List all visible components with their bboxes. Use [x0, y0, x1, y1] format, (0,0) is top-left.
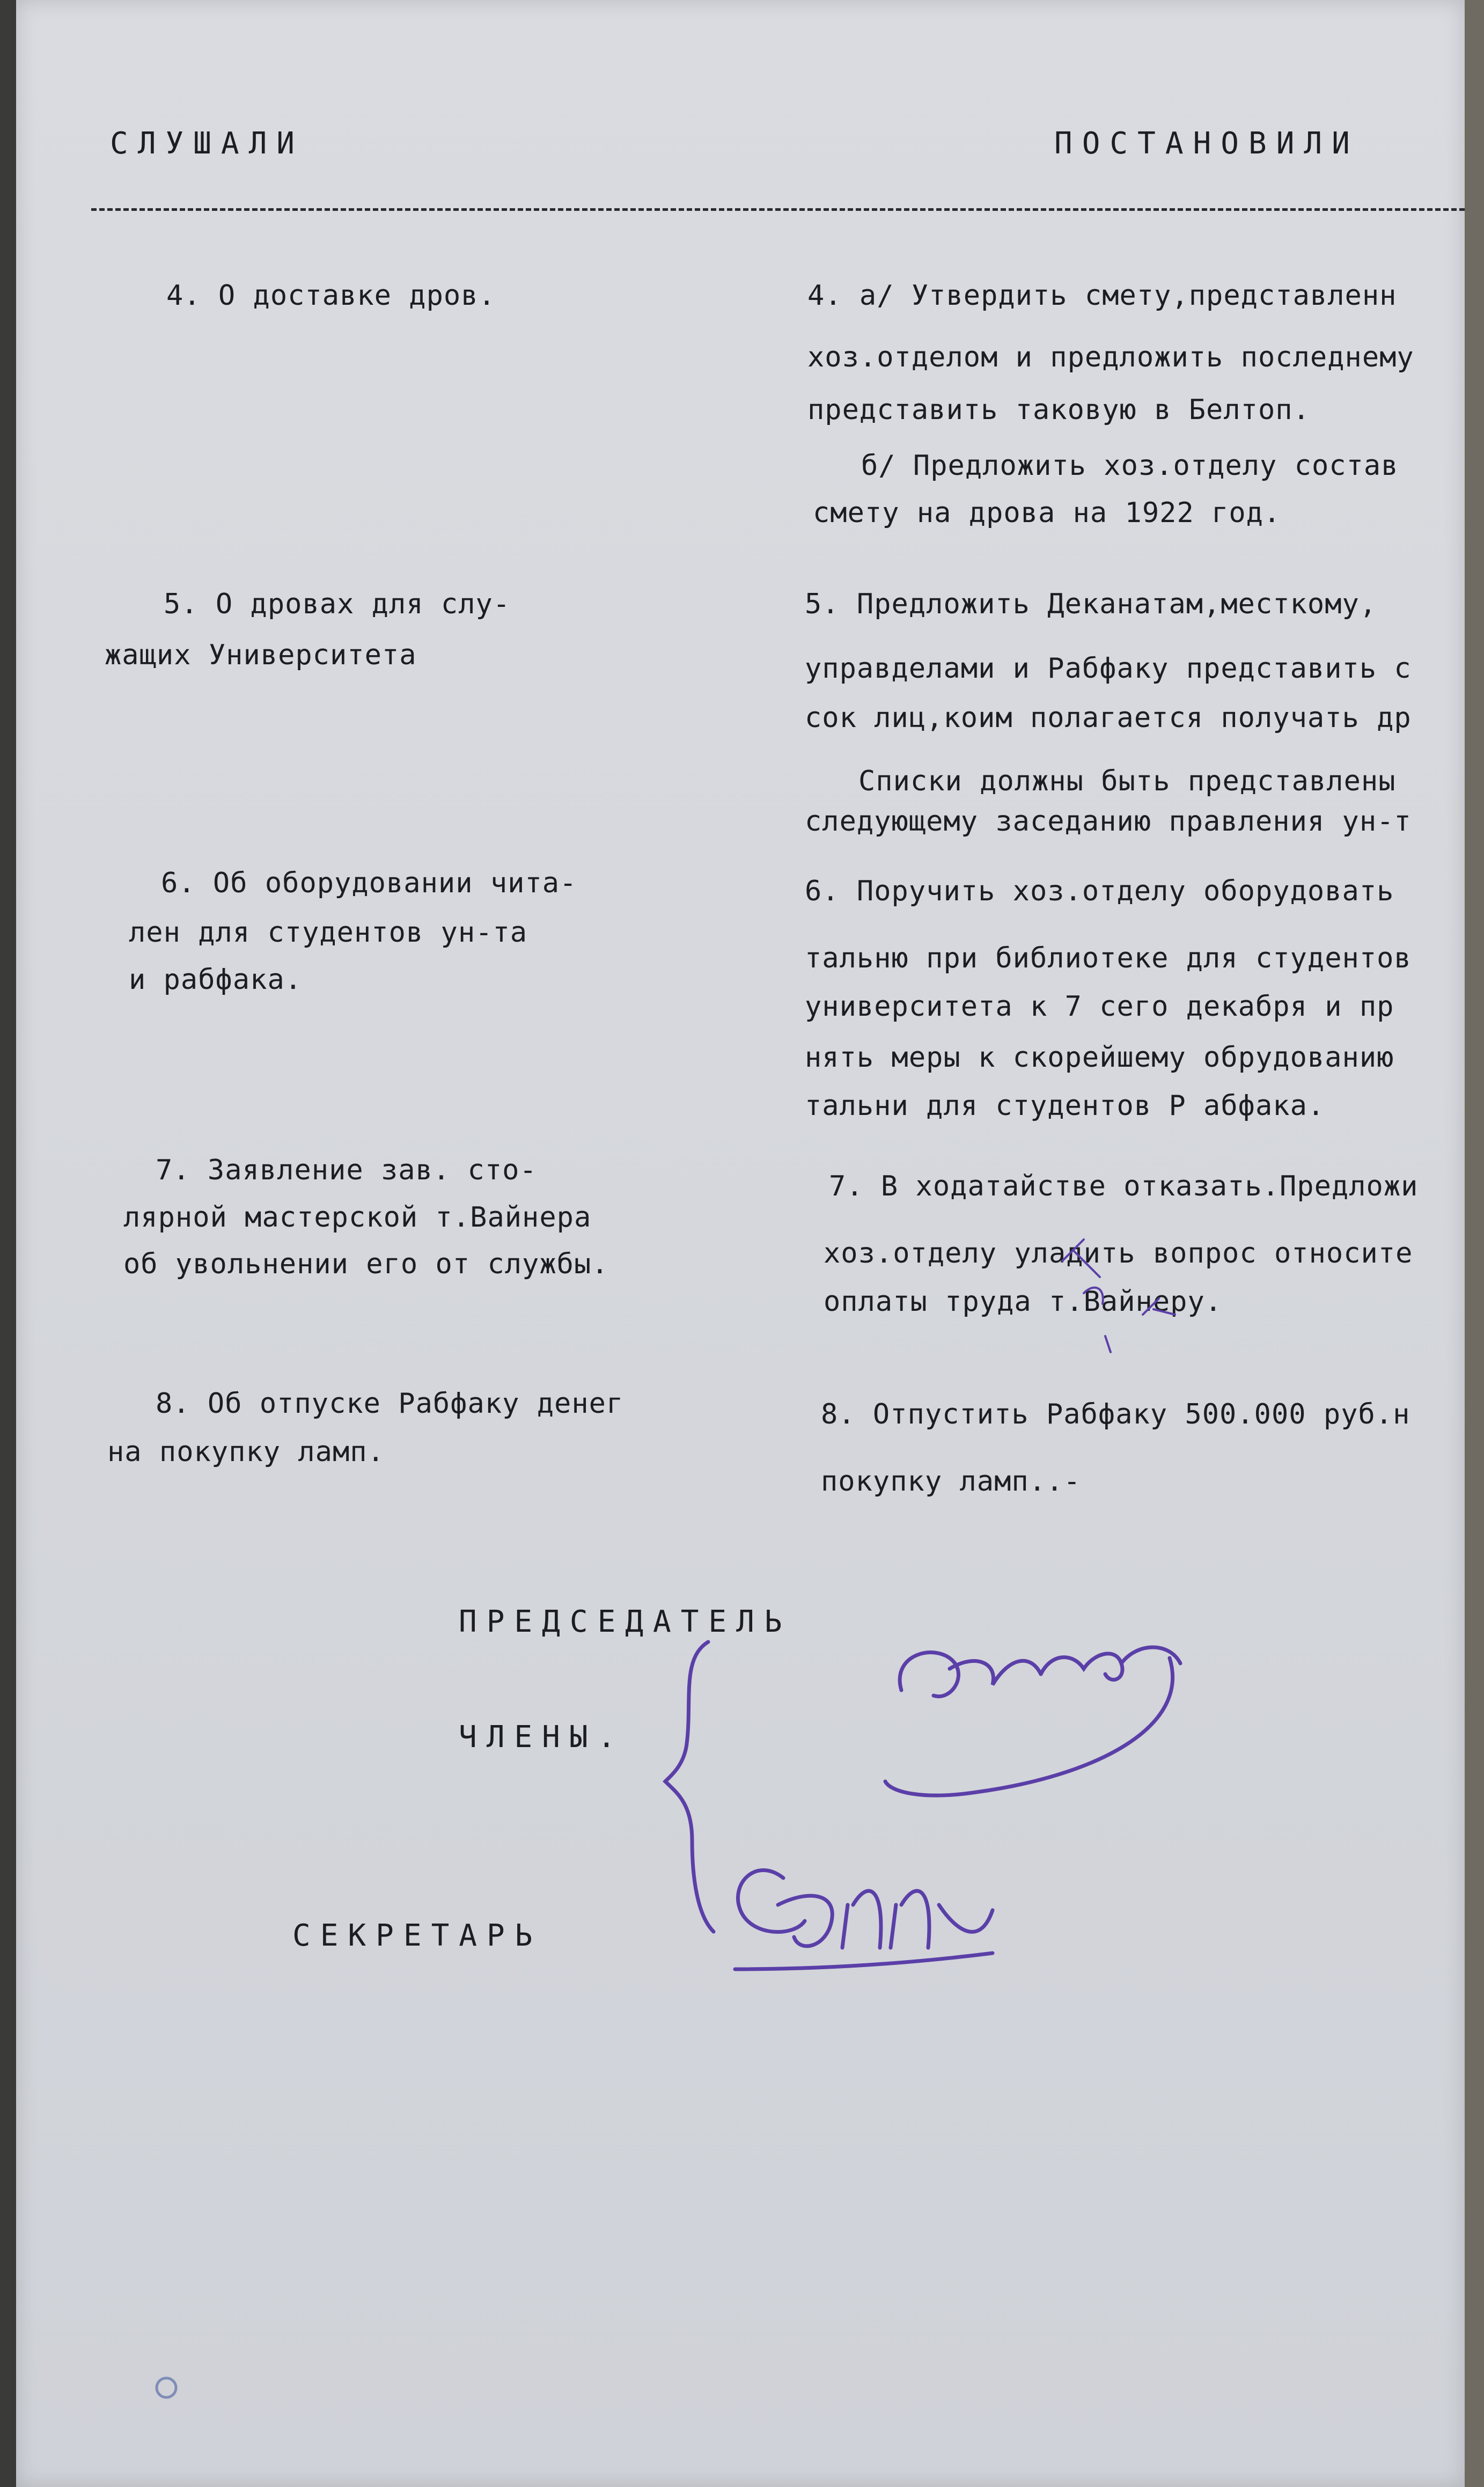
document-right-edge	[1465, 0, 1484, 2487]
heard-item-7-line-2: лярной мастерской т.Вайнера	[123, 1201, 592, 1234]
document-left-edge	[0, 0, 16, 2487]
chairman-label: ПРЕДСЕДАТЕЛЬ	[459, 1604, 792, 1639]
heard-item-4: 4. О доставке дров.	[166, 280, 496, 312]
heard-item-5-line-2: жащих Университета	[105, 639, 417, 671]
resolved-item-5-line-2: управделами и Рабфаку представить с	[805, 652, 1412, 685]
resolved-item-4-line-5: смету на дрова на 1922 год.	[813, 497, 1281, 529]
resolved-item-6-line-2: тальню при библиотеке для студентов	[805, 942, 1412, 974]
heard-item-5-line-1: 5. О дровах для слу-	[164, 588, 511, 620]
resolved-item-4-line-1: 4. а/ Утвердить смету,представленн	[807, 280, 1397, 312]
resolved-item-7-line-2: хоз.отделу уладить вопрос относите	[824, 1237, 1413, 1270]
resolved-item-4-line-2: хоз.отделом и предложить последнему	[807, 341, 1414, 373]
members-label: ЧЛЕНЫ.	[459, 1720, 626, 1755]
resolved-item-6-line-3: университета к 7 сего декабря и пр	[805, 991, 1394, 1023]
heard-item-6-line-3: и рабфака.	[129, 964, 303, 996]
pen-annotation-mark	[1052, 1229, 1213, 1363]
heard-item-6-line-2: лен для студентов ун-та	[129, 916, 528, 949]
resolved-item-5-line-5: следующему заседанию правления ун-т	[805, 805, 1412, 838]
heard-item-8-line-2: на покупку ламп.	[107, 1436, 385, 1468]
heard-item-8-line-1: 8. Об отпуске Рабфаку денег	[156, 1388, 624, 1420]
secretary-signature	[714, 1846, 1014, 1975]
heard-item-6-line-1: 6. Об оборудовании чита-	[161, 867, 577, 899]
resolved-item-4-line-3: представить таковую в Белтоп.	[807, 394, 1310, 426]
resolved-item-7-line-3: оплаты труда т.Вайнеру.	[824, 1286, 1223, 1318]
heard-item-7-line-3: об увольнении его от службы.	[123, 1248, 609, 1280]
heard-item-7-line-1: 7. Заявление зав. сто-	[156, 1154, 537, 1186]
chairman-signature	[869, 1620, 1277, 1835]
resolved-item-7-line-1: 7. В ходатайстве отказать.Предложи	[829, 1170, 1419, 1202]
header-heard: СЛУШАЛИ	[110, 126, 305, 161]
resolved-item-8-line-2: покупку ламп..-	[821, 1465, 1081, 1498]
ink-spot-mark	[145, 2366, 188, 2409]
resolved-item-6-line-1: 6. Поручить хоз.отделу оборудовать	[805, 875, 1394, 907]
header-divider	[91, 208, 1465, 211]
secretary-label: СЕКРЕТАРЬ	[292, 1918, 542, 1953]
header-resolved: ПОСТАНОВИЛИ	[1054, 126, 1360, 161]
resolved-item-8-line-1: 8. Отпустить Рабфаку 500.000 руб.н	[821, 1398, 1410, 1430]
resolved-item-4-line-4: б/ Предложить хоз.отделу состав	[861, 450, 1399, 482]
resolved-item-6-line-4: нять меры к скорейшему обрудованию	[805, 1041, 1394, 1074]
resolved-item-6-line-5: тальни для студентов Р абфака.	[805, 1090, 1325, 1122]
resolved-item-5-line-4: Списки должны быть представлены	[858, 765, 1396, 797]
resolved-item-5-line-3: сок лиц,коим полагается получать др	[805, 702, 1412, 734]
resolved-item-5-line-1: 5. Предложить Деканатам,месткому,	[805, 588, 1377, 620]
